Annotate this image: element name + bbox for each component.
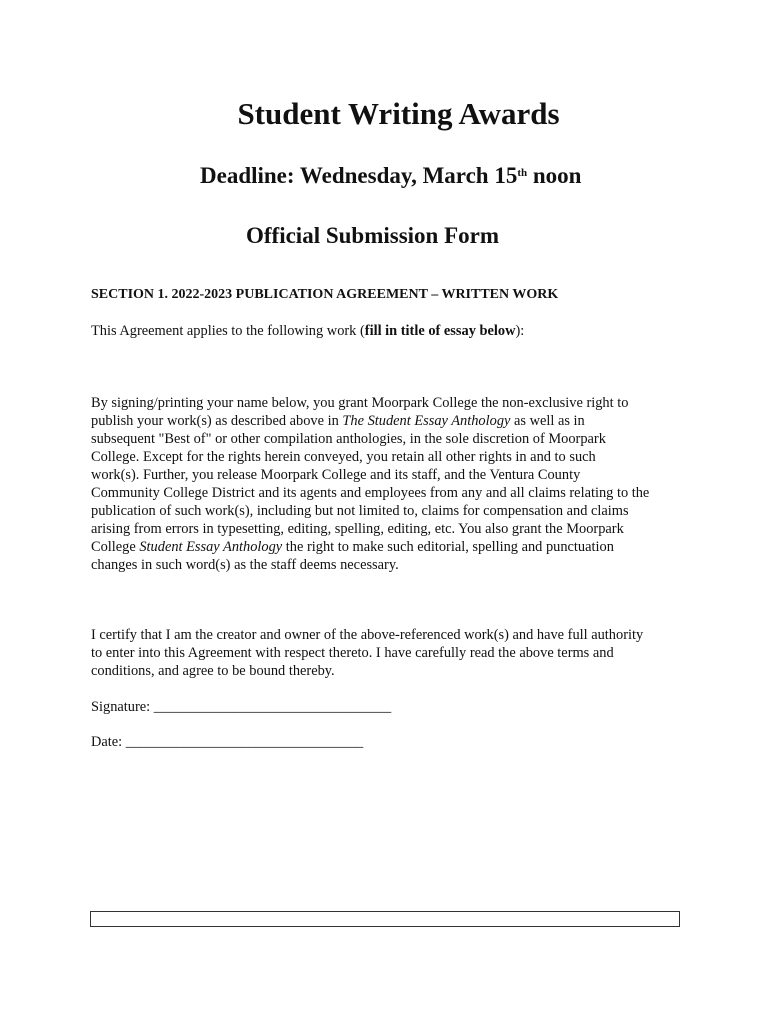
text-segment: to enter into this Agreement with respect thereto. I have carefully read the above terms and (91, 645, 614, 661)
paragraph-line (91, 466, 649, 484)
applies-bold: fill in title of essay below (364, 323, 516, 339)
deadline-suffix: noon (527, 163, 582, 188)
text-segment: Community College District and its agents and employees from any and all claims relating to the (91, 485, 650, 501)
paragraph-line (91, 484, 649, 502)
paragraph-line (91, 556, 649, 574)
italic-title: The Student Essay Anthology (342, 413, 511, 429)
paragraph-line (91, 626, 643, 644)
footer-box (90, 911, 680, 927)
paragraph-line (91, 430, 649, 448)
text-segment: College. Except for the rights herein conveyed, you retain all other rights in and to such (91, 449, 596, 465)
signature-field[interactable] (91, 698, 391, 716)
paragraph-line (91, 394, 649, 412)
text-segment: I certify that I am the creator and owner of the above-referenced work(s) and have full authority (91, 627, 644, 643)
paragraph-line (91, 448, 649, 466)
text-segment: College (91, 539, 140, 555)
text-segment: publication of such work(s), including but not limited to, claims for compensation and claims (91, 503, 629, 519)
text-segment: work(s). Further, you release Moorpark College and its staff, and the Ventura County (91, 467, 581, 483)
paragraph-line (91, 412, 649, 430)
paragraph-line (91, 662, 643, 680)
applies-text: This Agreement applies to the following work ( (91, 323, 365, 339)
text-segment: arising from errors in typesetting, editing, spelling, editing, etc. You also grant the Moorpark (91, 521, 624, 537)
text-segment: the right to make such editorial, spelling and punctuation (282, 539, 614, 555)
paragraph-line (91, 538, 649, 556)
paragraph-line (91, 502, 649, 520)
document-title: Student Writing Awards (237, 96, 560, 131)
text-segment: subsequent "Best of" or other compilation anthologies, in the sole discretion of Moorpark (91, 431, 606, 447)
paragraph-line (91, 644, 643, 662)
text-segment: publish your work(s) as described above in (91, 413, 343, 429)
date-label: Date: (91, 734, 126, 750)
applies-statement (91, 322, 524, 340)
grant-paragraph (91, 394, 649, 574)
text-segment: By signing/printing your name below, you grant Moorpark College the non-exclusive right to (91, 395, 629, 411)
deadline (200, 163, 581, 189)
date-line[interactable]: _________________________________ (125, 734, 364, 750)
paragraph-line (91, 520, 649, 538)
applies-end: ): (515, 323, 525, 339)
signature-label: Signature: (91, 699, 154, 715)
text-segment: conditions, and agree to be bound thereby. (91, 663, 335, 679)
text-segment: changes in such word(s) as the staff deems necessary. (91, 557, 399, 573)
text-segment: as well as in (510, 413, 585, 429)
section-heading: SECTION 1. 2022-2023 PUBLICATION AGREEMENT – WRITTEN WORK (91, 287, 559, 302)
italic-title: Student Essay Anthology (139, 539, 283, 555)
form-title: Official Submission Form (246, 223, 500, 248)
date-field[interactable] (91, 733, 363, 751)
certify-paragraph (91, 626, 643, 680)
deadline-superscript: th (517, 167, 528, 179)
signature-line[interactable]: _________________________________ (153, 699, 392, 715)
deadline-text: Deadline: Wednesday, March 15 (200, 163, 518, 188)
